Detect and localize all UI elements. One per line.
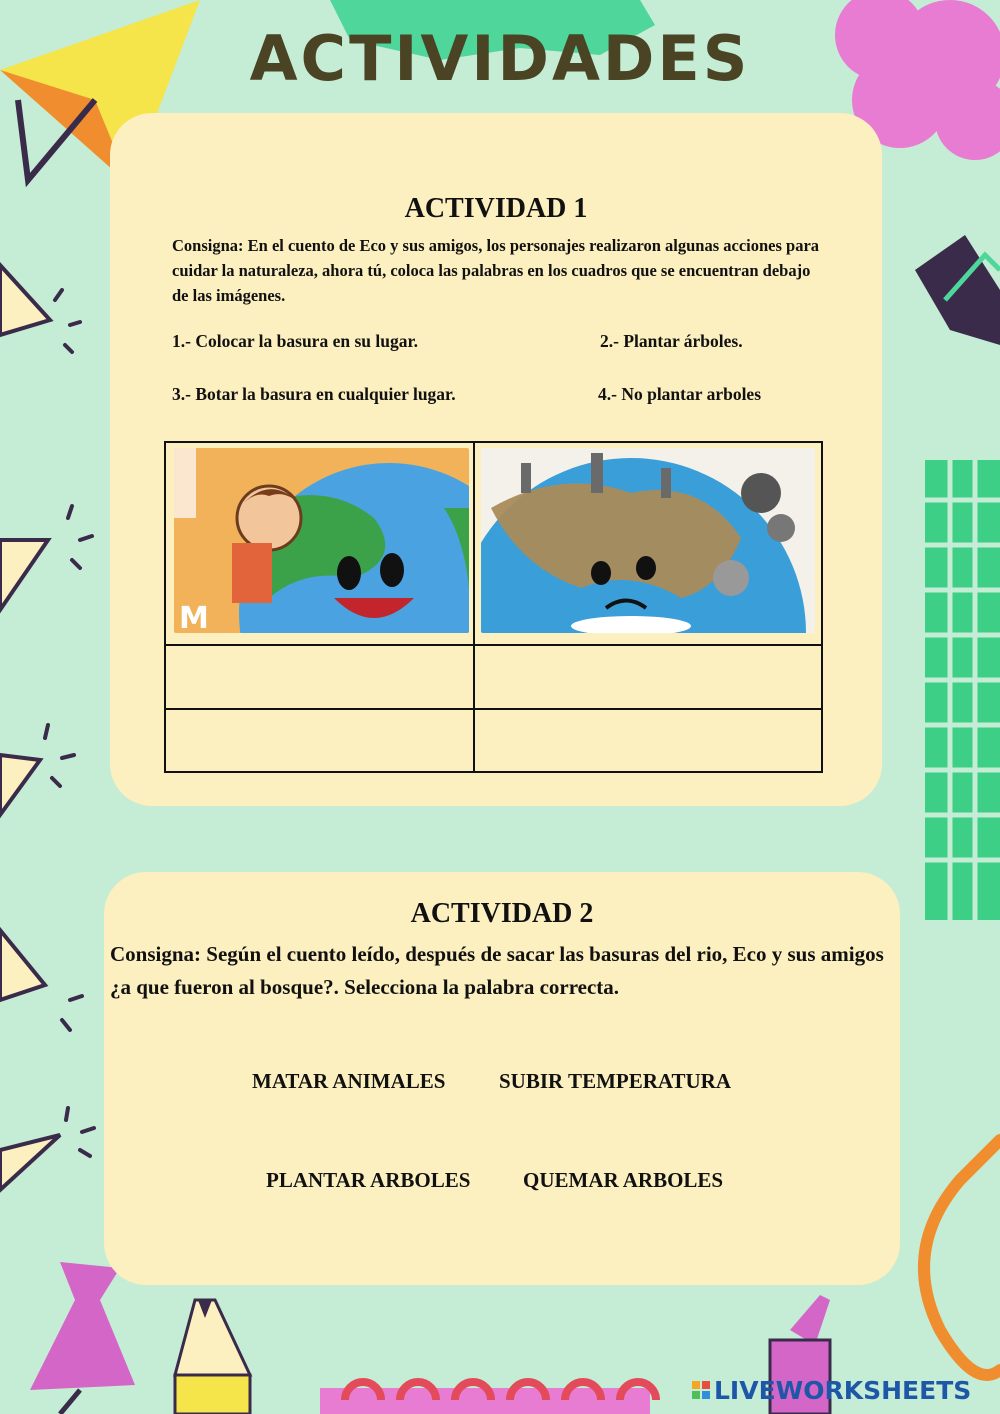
notebook-icon — [320, 1382, 656, 1414]
option-2: 2.- Plantar árboles. — [600, 331, 743, 351]
option-4: 4.- No plantar arboles — [598, 384, 762, 404]
paperclip-icon — [924, 1140, 1000, 1375]
svg-text:M: M — [179, 601, 209, 633]
folder-icon — [915, 235, 1000, 345]
word-option-matar-animales[interactable]: MATAR ANIMALES — [252, 1069, 446, 1093]
activity-1-title: ACTIVIDAD 1 — [404, 193, 588, 224]
pushpin-icon — [30, 1262, 135, 1414]
answer-box-2[interactable] — [475, 646, 821, 708]
word-option-quemar-arboles[interactable]: QUEMAR ARBOLES — [523, 1168, 724, 1192]
answer-box-4[interactable] — [475, 710, 821, 771]
activity-2-card — [104, 872, 900, 1285]
answer-box-1[interactable] — [166, 646, 473, 708]
arrow-cursor-icon — [0, 265, 60, 1190]
page-title: ACTIVIDADES — [249, 22, 751, 95]
happy-earth-image — [174, 448, 469, 633]
word-option-subir-temperatura[interactable]: SUBIR TEMPERATURA — [499, 1069, 732, 1093]
answer-box-3[interactable] — [166, 710, 473, 771]
logo-squares-icon — [692, 1381, 710, 1399]
word-option-plantar-arboles[interactable]: PLANTAR ARBOLES — [266, 1168, 471, 1192]
pencil-icon — [175, 1300, 250, 1414]
liveworksheets-logo — [692, 1374, 971, 1406]
logo-text: LIVEWORKSHEETS — [714, 1375, 972, 1405]
activity-2-title: ACTIVIDAD 2 — [410, 898, 594, 929]
activity-2-instruction: Consigna: Según el cuento leído, después de sacar las basuras del rio, Eco y sus amigos ¿a que fueron al bosque?. Selecciona la palabra correcta. — [110, 942, 884, 999]
grid-ruler-icon — [925, 460, 1000, 920]
answer-grid — [164, 441, 823, 773]
polluted-earth-image — [481, 448, 815, 633]
sparkle-lines-icon — [45, 290, 94, 1156]
activity-1-instruction: Consigna: En el cuento de Eco y sus amigos, los personajes realizaron algunas acciones para cuidar la naturaleza, ahora tú, coloca las palabras en los cuadros que se encuentran debajo de las imágenes. — [172, 236, 820, 305]
option-3: 3.- Botar la basura en cualquier lugar. — [172, 384, 456, 404]
activity-1-card — [110, 113, 882, 806]
option-1: 1.- Colocar la basura en su lugar. — [172, 331, 418, 351]
